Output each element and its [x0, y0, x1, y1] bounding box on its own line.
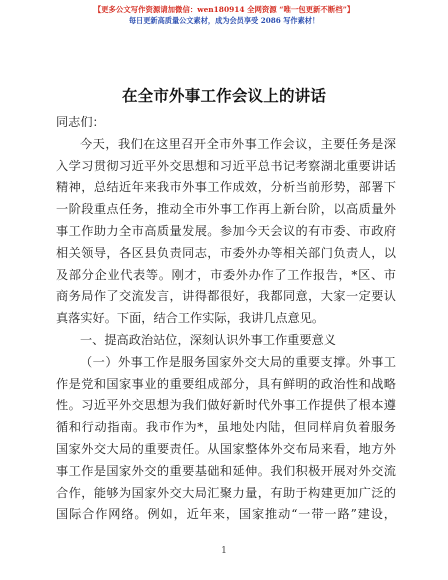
- paragraph-line: 今天，我们在这里召开全市外事工作会议，主要任务是深: [80, 136, 396, 151]
- section-heading: 一、提高政治站位，深刻认识外事工作重要意义: [80, 332, 336, 347]
- paragraph-line: 作是党和国家事业的重要组成部分，具有鲜明的政治性和战略: [56, 376, 396, 391]
- paragraph-line: 事工作是国家外交的重要基础和延伸。我们积极开展对外交流: [56, 463, 396, 478]
- paragraph-line: 性。习近平外交思想为我们做好新时代外事工作提供了根本遵: [56, 398, 396, 413]
- paragraph-line: 入学习贯彻习近平外交思想和习近平总书记考察湖北重要讲话: [56, 158, 396, 173]
- page-number: 1: [221, 546, 227, 556]
- paragraph-line: 国家外交大局的重要责任。从国家整体外交布局来看，地方外: [56, 441, 396, 456]
- paragraph-line: 合作，能够为国家外交大局汇聚力量，有助于构建更加广泛的: [56, 485, 396, 500]
- document-title: 在全市外事工作会议上的讲话: [121, 87, 327, 105]
- paragraph-line: 商务局作了交流发言，讲得都很好，我都同意，大家一定要认: [56, 289, 396, 304]
- salutation: 同志们：: [56, 115, 105, 129]
- paragraph-line: （一）外事工作是服务国家外交大局的重要支撑。外事工: [80, 354, 396, 369]
- promo-header: [0, 4, 448, 26]
- promo-line-1: 【更多公文写作资源请加微信：wen180914 全网资源 “唯一包更新不断档”】: [93, 5, 355, 14]
- paragraph-line: 精神，总结近年来我市外事工作成效，分析当前形势，部署下: [56, 180, 396, 195]
- promo-line-2: 每日更新高质量公文素材，成为会员享受 2086 写作素材！: [128, 16, 320, 25]
- paragraph-line: 国际合作网络。例如，近年来，国家推动“一带一路”建设，: [56, 507, 396, 522]
- paragraph-line: 相关领导，各区县负责同志，市委外办等相关部门负责人，以: [56, 245, 396, 260]
- paragraph-line: 循和行动指南。我市作为*，虽地处内陆，但同样肩负着服务: [56, 420, 396, 435]
- paragraph-line: 一阶段重点任务，推动全市外事工作再上新台阶，以高质量外: [56, 202, 396, 217]
- paragraph-line: 事工作助力全市高质量发展。参加今天会议的有市委、市政府: [56, 223, 396, 238]
- paragraph-line: 及部分企业代表等。刚才，市委外办作了工作报告，*区、市: [56, 267, 396, 282]
- paragraph-line: 真落实好。下面，结合工作实际，我讲几点意见。: [56, 311, 325, 326]
- document-body: [56, 112, 396, 526]
